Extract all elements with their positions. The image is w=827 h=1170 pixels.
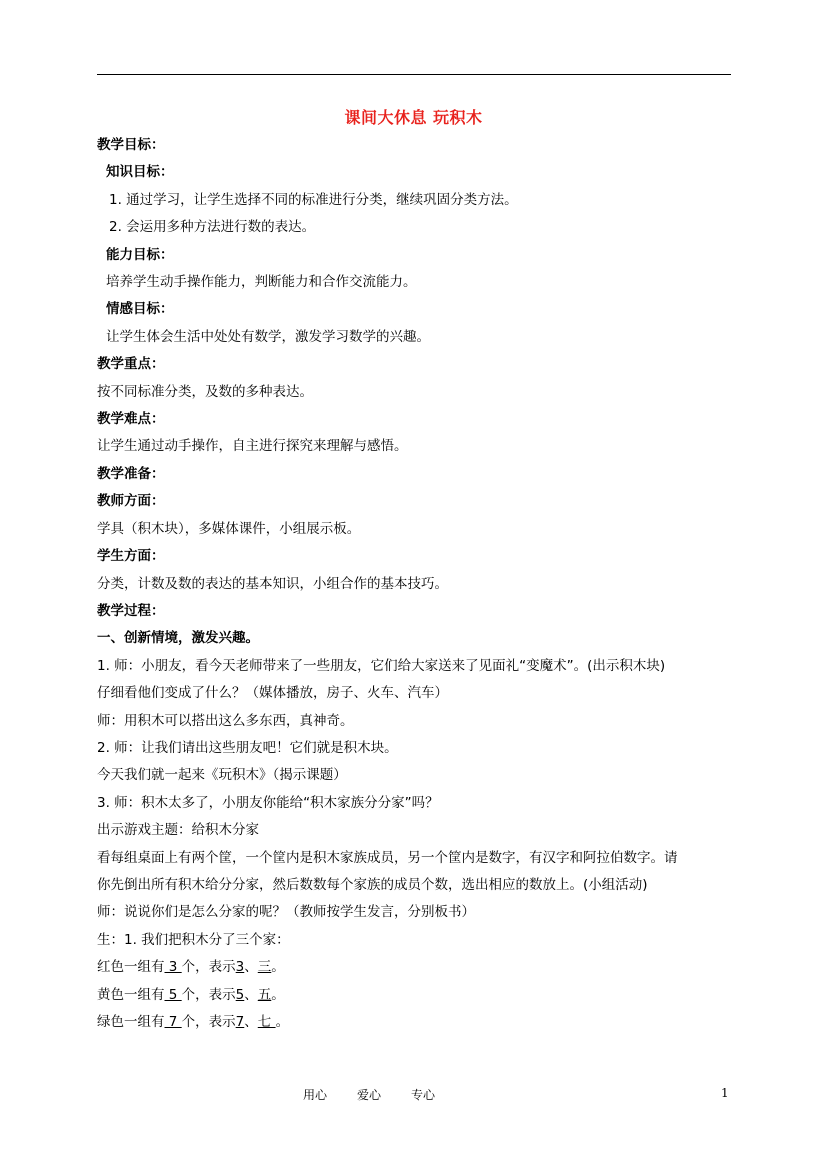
paragraph: 分类，计数及数的表达的基本知识，小组合作的基本技巧。	[97, 575, 448, 592]
paragraph: 看每组桌面上有两个筐，一个筐内是积木家族成员，另一个筐内是数字，有汉字和阿拉伯数字。请	[97, 849, 678, 866]
header-rule	[97, 74, 731, 75]
text: 个，表示	[181, 986, 236, 1003]
yellow-group-line	[97, 982, 733, 1009]
paragraph: 让学生体会生活中处处有数学，激发学习数学的兴趣。	[106, 328, 430, 345]
paragraph: 学具（积木块），多媒体课件，小组展示板。	[97, 520, 361, 537]
paragraph: 师：说说你们是怎么分家的呢？（教师按学生发言，分别板书）	[97, 904, 475, 921]
paragraph: 你先倒出所有积木给分分家，然后数数每个家族的成员个数，选出相应的数放上。(小组活动)	[97, 876, 648, 893]
paragraph: 按不同标准分类，及数的多种表达。	[97, 383, 313, 400]
paragraph: 出示游戏主题：给积木分家	[97, 822, 259, 839]
heading-key-points: 教学重点：	[97, 356, 165, 373]
heading-teacher-side: 教师方面：	[97, 493, 165, 510]
paragraph: 师：用积木可以搭出这么多东西，真神奇。	[97, 712, 354, 729]
paragraph: 今天我们就一起来《玩积木》（揭示课题）	[97, 767, 347, 784]
text: 。	[275, 1014, 290, 1030]
text: 。	[271, 986, 285, 1003]
text: 、	[244, 959, 258, 976]
paragraph: 让学生通过动手操作，自主进行探究来理解与感悟。	[97, 438, 408, 455]
text: 、	[244, 1014, 258, 1030]
yellow-digit: 5	[235, 986, 245, 1003]
paragraph: 3. 师：积木太多了，小朋友你能给“积木家族分分家”吗？	[97, 794, 439, 811]
paragraph: 仔细看他们变成了什么？（媒体播放，房子、火车、汽车）	[97, 685, 448, 702]
heading-section-one: 一、创新情境，激发兴趣。	[97, 630, 259, 647]
green-word: 七	[257, 1014, 276, 1030]
paragraph: 生：1. 我们把积木分了三个家：	[97, 931, 290, 948]
red-count: 3	[164, 959, 182, 976]
red-word: 三	[257, 959, 272, 976]
text: 。	[271, 959, 285, 976]
heading-process: 教学过程：	[97, 602, 165, 619]
yellow-word: 五	[257, 986, 272, 1003]
paragraph: 2. 师：让我们请出这些朋友吧！它们就是积木块。	[97, 739, 398, 756]
footer-word: 爱心	[357, 1088, 382, 1102]
subheading-ability-goals: 能力目标：	[106, 246, 174, 263]
text: 红色一组有	[97, 959, 165, 976]
text: 个，表示	[181, 1014, 236, 1030]
subheading-emotion-goals: 情感目标：	[106, 301, 174, 318]
page-footer	[0, 1086, 827, 1102]
text: 绿色一组有	[97, 1014, 165, 1030]
red-group-line	[97, 954, 733, 981]
heading-teaching-goals: 教学目标：	[97, 137, 165, 153]
yellow-count: 5	[164, 986, 182, 1003]
heading-difficult-points: 教学难点：	[97, 411, 165, 428]
text: 黄色一组有	[97, 986, 165, 1003]
footer-word: 专心	[411, 1088, 436, 1102]
footer-motto	[303, 1086, 465, 1103]
paragraph: 1. 通过学习，让学生选择不同的标准进行分类，继续巩固分类方法。	[109, 191, 518, 208]
green-digit: 7	[235, 1014, 245, 1030]
green-count: 7	[164, 1014, 182, 1030]
green-group-line	[97, 1009, 733, 1036]
document-body	[97, 132, 733, 1036]
paragraph: 培养学生动手操作能力，判断能力和合作交流能力。	[106, 274, 417, 291]
heading-preparation: 教学准备：	[97, 465, 165, 482]
text: 个，表示	[181, 959, 236, 976]
text: 、	[244, 986, 258, 1003]
page-number: 1	[721, 1086, 729, 1100]
heading-student-side: 学生方面：	[97, 548, 165, 565]
red-digit: 3	[235, 959, 245, 976]
subheading-knowledge-goals: 知识目标：	[106, 164, 174, 181]
paragraph: 1. 师：小朋友，看今天老师带来了一些朋友，它们给大家送来了见面礼“变魔术”。(出示积木块)	[97, 657, 666, 674]
footer-word: 用心	[303, 1088, 328, 1102]
paragraph: 2. 会运用多种方法进行数的表达。	[109, 219, 316, 236]
page-title: 课间大休息 玩积木	[344, 108, 483, 127]
